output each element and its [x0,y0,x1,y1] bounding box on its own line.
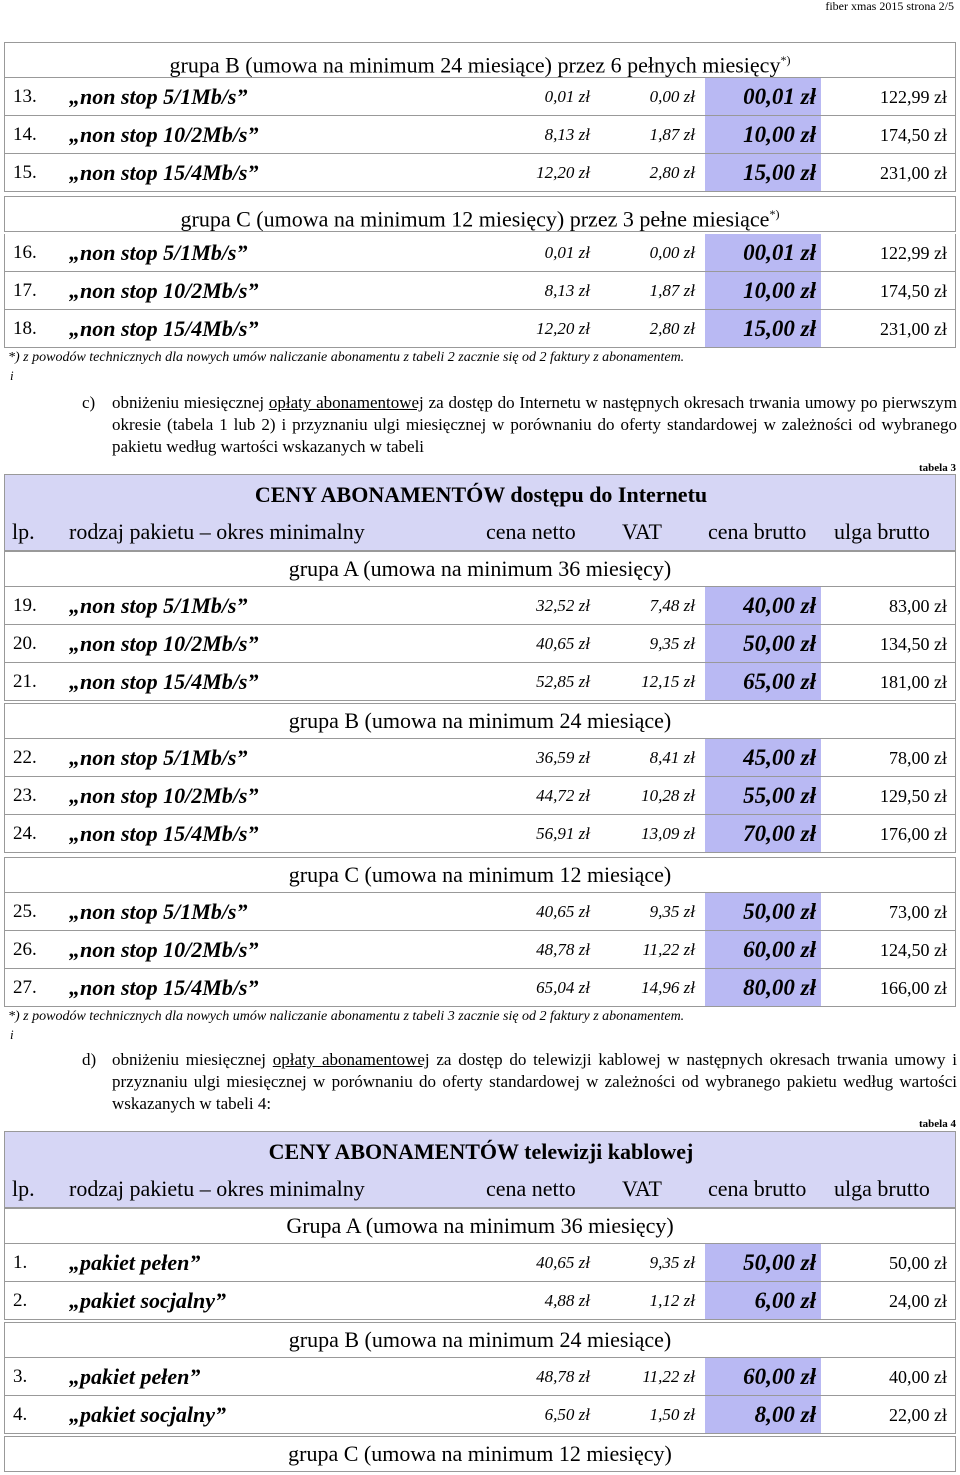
price-net: 12,20 zł [536,163,590,182]
paragraph-text: obniżeniu miesięcznej opłaty abonamentowej za dostęp do Internetu w następnych okresach trwania umowy po pierwszym okresie (tabela 1 lub 2) i przyznaniu ulgi miesięcznej w porównaniu do oferty standardowej w zależności od wybranego pakietu według wartości wskazanych w tabeli [112,393,958,456]
info-mark: i [10,1027,14,1042]
discount-brutto: 231,00 zł [880,319,947,339]
group-header: grupa B (umowa na minimum 24 miesiące) przez 6 pełnych miesięcy*) [4,42,956,78]
price-brutto: 50,00 zł [705,1244,821,1281]
price-vat: 10,28 zł [641,786,695,805]
col-lp: lp. [12,1176,35,1201]
price-net: 40,65 zł [536,902,590,921]
table-row [4,1396,956,1434]
price-net: 40,65 zł [536,634,590,653]
package-name: „non stop 15/4Mb/s” [69,160,259,185]
price-brutto: 00,01 zł [705,78,821,115]
package-name: „non stop 10/2Mb/s” [69,122,259,147]
package-name: „non stop 15/4Mb/s” [69,975,259,1000]
discount-brutto: 83,00 zł [889,596,947,616]
page-header: fiber xmas 2015 strona 2/5 [825,0,954,13]
row-number: 13. [13,86,37,107]
discount-brutto: 122,99 zł [880,87,947,107]
price-brutto: 50,00 zł [705,625,821,662]
price-brutto: 00,01 zł [705,234,821,271]
price-brutto: 40,00 zł [705,587,821,624]
price-vat: 12,15 zł [641,672,695,691]
group-header: grupa C (umowa na minimum 12 miesięcy) [4,1436,956,1472]
table-row [4,625,956,663]
price-brutto: 10,00 zł [705,116,821,153]
price-net: 8,13 zł [544,125,590,144]
col-brutto: cena brutto [708,1176,807,1201]
package-name: „non stop 15/4Mb/s” [69,316,259,341]
discount-brutto: 73,00 zł [889,902,947,922]
price-brutto: 80,00 zł [705,969,821,1006]
price-vat: 0,00 zł [649,87,695,106]
discount-brutto: 231,00 zł [880,163,947,183]
info-mark: i [10,368,14,383]
table-row [4,663,956,701]
discount-brutto: 129,50 zł [880,786,947,806]
price-net: 6,50 zł [544,1405,590,1424]
price-vat: 9,35 zł [649,902,695,921]
col-vat: VAT [622,1176,662,1201]
footnote: *) z powodów technicznych dla nowych umów naliczanie abonamentu z tabeli 3 zacznie się od 2 faktury z abonamentem. [8,1009,685,1024]
price-vat: 11,22 zł [642,1367,695,1386]
package-name: „non stop 10/2Mb/s” [69,631,259,656]
price-vat: 1,87 zł [649,125,695,144]
col-type: rodzaj pakietu – okres minimalny [69,1176,365,1201]
row-number: 22. [13,747,37,768]
row-number: 14. [13,124,37,145]
price-brutto: 6,00 zł [705,1282,821,1319]
table-row [4,1358,956,1396]
price-brutto: 10,00 zł [705,272,821,309]
price-net: 56,91 zł [536,824,590,843]
price-net: 36,59 zł [536,748,590,767]
row-number: 2. [13,1290,28,1311]
price-net: 8,13 zł [544,281,590,300]
price-net: 12,20 zł [536,319,590,338]
price-brutto: 45,00 zł [705,739,821,776]
group-header: grupa B (umowa na minimum 24 miesiące) [4,703,956,739]
price-net: 32,52 zł [536,596,590,615]
price-net: 52,85 zł [536,672,590,691]
table-ref: tabela 3 [919,462,956,474]
price-net: 4,88 zł [544,1291,590,1310]
package-name: „non stop 15/4Mb/s” [69,821,259,846]
col-lp: lp. [12,519,35,544]
row-number: 3. [13,1366,28,1387]
price-vat: 2,80 zł [649,163,695,182]
price-vat: 1,12 zł [649,1291,695,1310]
discount-brutto: 166,00 zł [880,978,947,998]
row-number: 16. [13,242,37,263]
group-header: grupa C (umowa na minimum 12 miesięcy) przez 3 pełne miesiące*) [4,196,956,232]
table-row [4,154,956,192]
col-vat: VAT [622,519,662,544]
price-vat: 11,22 zł [642,940,695,959]
row-number: 24. [13,823,37,844]
col-ulga: ulga brutto [834,1176,930,1201]
row-number: 27. [13,977,37,998]
price-net: 44,72 zł [536,786,590,805]
package-name: „pakiet pełen” [69,1364,201,1389]
col-ulga: ulga brutto [834,519,930,544]
package-name: „non stop 10/2Mb/s” [69,278,259,303]
group-header: grupa C (umowa na minimum 12 miesiące) [4,857,956,893]
table-row [4,310,956,348]
price-net: 48,78 zł [536,940,590,959]
col-type: rodzaj pakietu – okres minimalny [69,519,365,544]
row-number: 17. [13,280,37,301]
row-number: 26. [13,939,37,960]
price-brutto: 65,00 zł [705,663,821,700]
package-name: „non stop 15/4Mb/s” [69,669,259,694]
price-vat: 8,41 zł [649,748,695,767]
row-number: 25. [13,901,37,922]
package-name: „non stop 10/2Mb/s” [69,783,259,808]
discount-brutto: 122,99 zł [880,243,947,263]
row-number: 21. [13,671,37,692]
discount-brutto: 134,50 zł [880,634,947,654]
table-row [4,272,956,310]
price-net: 0,01 zł [544,243,590,262]
group-header: grupa A (umowa na minimum 36 miesięcy) [4,551,956,587]
price-vat: 9,35 zł [649,1253,695,1272]
discount-brutto: 176,00 zł [880,824,947,844]
row-number: 18. [13,318,37,339]
package-name: „non stop 5/1Mb/s” [69,745,248,770]
package-name: „non stop 5/1Mb/s” [69,84,248,109]
table-row [4,893,956,931]
table-row [4,587,956,625]
price-vat: 1,50 zł [649,1405,695,1424]
price-net: 0,01 zł [544,87,590,106]
table-row [4,969,956,1007]
discount-brutto: 78,00 zł [889,748,947,768]
package-name: „non stop 5/1Mb/s” [69,899,248,924]
discount-brutto: 124,50 zł [880,940,947,960]
price-brutto: 60,00 zł [705,931,821,968]
price-vat: 9,35 zł [649,634,695,653]
table-row [4,78,956,116]
price-vat: 1,87 zł [649,281,695,300]
price-brutto: 50,00 zł [705,893,821,930]
package-name: „non stop 5/1Mb/s” [69,593,248,618]
price-brutto: 8,00 zł [705,1396,821,1433]
price-net: 48,78 zł [536,1367,590,1386]
price-brutto: 55,00 zł [705,777,821,814]
discount-brutto: 181,00 zł [880,672,947,692]
col-brutto: cena brutto [708,519,807,544]
discount-brutto: 40,00 zł [889,1367,947,1387]
price-net: 65,04 zł [536,978,590,997]
price-net: 40,65 zł [536,1253,590,1272]
paragraph-label: d) [82,1050,97,1069]
price-brutto: 60,00 zł [705,1358,821,1395]
footnote: *) z powodów technicznych dla nowych umów naliczanie abonamentu z tabeli 2 zacznie się od 2 faktury z abonamentem. [8,350,685,365]
discount-brutto: 22,00 zł [889,1405,947,1425]
paragraph-c [82,392,957,458]
price-vat: 2,80 zł [649,319,695,338]
row-number: 23. [13,785,37,806]
package-name: „pakiet socjalny” [69,1288,227,1313]
price-brutto: 15,00 zł [705,310,821,347]
package-name: „pakiet pełen” [69,1250,201,1275]
table-header-row [4,513,956,551]
table-row [4,1282,956,1320]
group-header: grupa B (umowa na minimum 24 miesiące) [4,1322,956,1358]
table-title: CENY ABONAMENTÓW dostępu do Internetu [4,474,956,514]
paragraph-text: obniżeniu miesięcznej opłaty abonamentowej za dostęp do telewizji kablowej w następnych okresach trwania umowy i przyznaniu ulgi miesięcznej w porównaniu do oferty standardowej w zależności od wybranego pakietu według wartości wskazanych w tabeli 4: [112,1050,957,1113]
paragraph-label: c) [82,393,96,412]
row-number: 20. [13,633,37,654]
row-number: 4. [13,1404,28,1425]
table-row [4,234,956,272]
package-name: „non stop 10/2Mb/s” [69,937,259,962]
discount-brutto: 24,00 zł [889,1291,947,1311]
row-number: 1. [13,1252,28,1273]
price-vat: 13,09 zł [641,824,695,843]
discount-brutto: 50,00 zł [889,1253,947,1273]
underlined-phrase: opłaty abonamentowej [272,1050,430,1069]
package-name: „pakiet socjalny” [69,1402,227,1427]
paragraph-d [82,1049,957,1115]
discount-brutto: 174,50 zł [880,125,947,145]
group-header: Grupa A (umowa na minimum 36 miesięcy) [4,1208,956,1244]
price-vat: 7,48 zł [649,596,695,615]
row-number: 19. [13,595,37,616]
price-brutto: 70,00 zł [705,815,821,852]
table-row [4,1244,956,1282]
underlined-phrase: opłaty abonamentowej [268,393,424,412]
table-row [4,777,956,815]
package-name: „non stop 5/1Mb/s” [69,240,248,265]
col-net: cena netto [486,1176,576,1201]
table-row [4,116,956,154]
table-header-row [4,1170,956,1208]
table-row [4,739,956,777]
price-vat: 0,00 zł [649,243,695,262]
table-ref: tabela 4 [919,1118,956,1130]
table-row [4,815,956,853]
col-net: cena netto [486,519,576,544]
row-number: 15. [13,162,37,183]
price-brutto: 15,00 zł [705,154,821,191]
table-row [4,931,956,969]
table-title: CENY ABONAMENTÓW telewizji kablowej [4,1131,956,1171]
price-vat: 14,96 zł [641,978,695,997]
discount-brutto: 174,50 zł [880,281,947,301]
